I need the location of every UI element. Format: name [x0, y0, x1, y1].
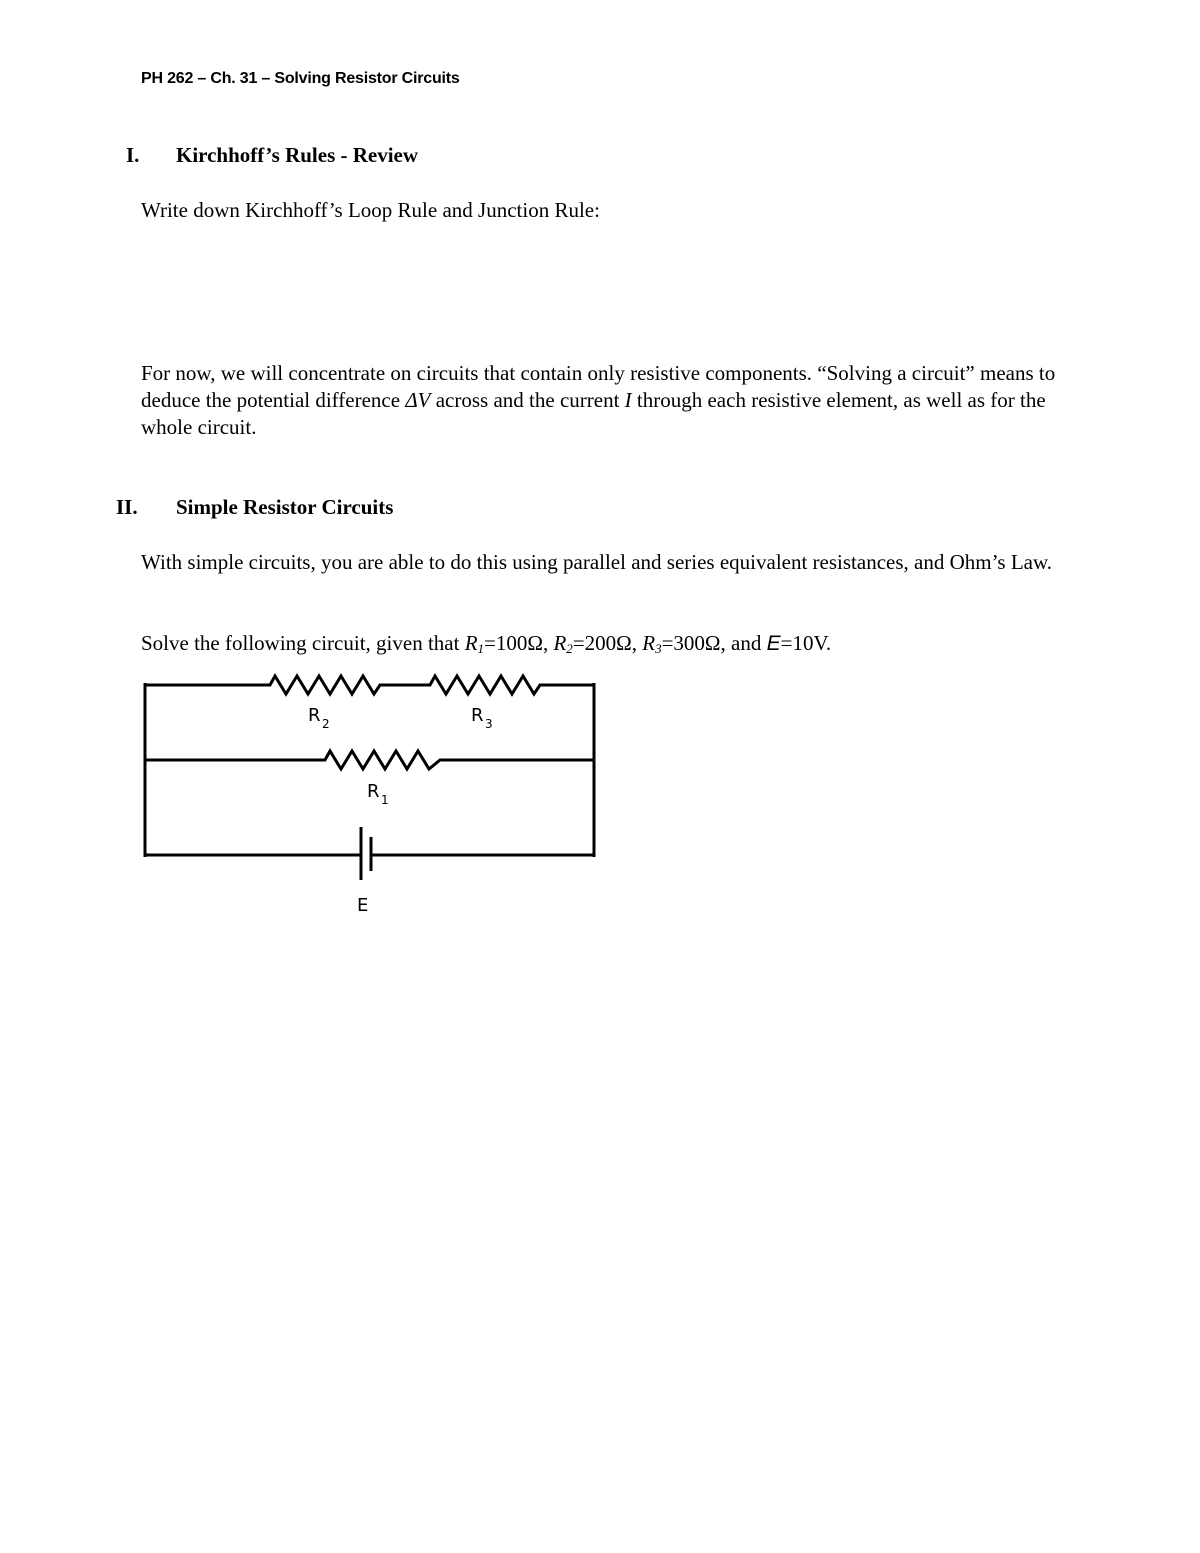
section-1-prompt: Write down Kirchhoff’s Loop Rule and Junction Rule:	[141, 198, 600, 222]
r1-subscript: 1	[477, 641, 485, 656]
section-2-paragraph: With simple circuits, you are able to do this using parallel and series equivalent resistances, and Ohm’s Law.	[141, 550, 1053, 574]
paragraph-text-a: For now, we will concentrate on circuits that contain only resistive components. “Solving a circuit” means to deduce the potential difference	[141, 361, 1056, 412]
emf-symbol: E	[766, 632, 781, 655]
r2-label-sub: 2	[322, 717, 330, 731]
r3-subscript: 3	[655, 641, 662, 656]
r1-symbol: R	[464, 631, 478, 655]
solve-prefix: Solve the following circuit, given that	[141, 631, 465, 655]
r2-symbol: R	[553, 631, 567, 655]
paragraph-text-b: across and the current	[430, 388, 625, 412]
r1-value: =100Ω,	[484, 631, 554, 655]
section-2-numeral: II.	[116, 495, 138, 519]
middle-branch-wire	[145, 751, 594, 769]
r2-label-letter: R	[308, 705, 321, 726]
r2-value: =200Ω,	[572, 631, 643, 655]
section-1-title: Kirchhoff’s Rules - Review	[176, 143, 419, 167]
emf-value: =10V.	[780, 631, 832, 655]
emf-label: E	[357, 895, 369, 916]
paragraph-text-c: through each resistive element, as well as for the whole circuit.	[141, 388, 1046, 439]
r3-symbol: R	[642, 631, 656, 655]
r3-value: =300Ω, and	[661, 631, 767, 655]
delta-v-symbol: ΔV	[405, 388, 431, 412]
r1-label-sub: 1	[381, 793, 389, 807]
r2-subscript: 2	[566, 641, 573, 656]
section-2-title: Simple Resistor Circuits	[176, 495, 394, 519]
r1-label-letter: R	[367, 781, 380, 802]
page-header: PH 262 – Ch. 31 – Solving Resistor Circuits	[141, 70, 460, 87]
current-symbol: I	[624, 388, 632, 412]
r3-label-sub: 3	[485, 717, 493, 731]
top-branch-wire	[145, 676, 594, 694]
section-1-numeral: I.	[126, 143, 140, 167]
r3-label-letter: R	[471, 705, 484, 726]
